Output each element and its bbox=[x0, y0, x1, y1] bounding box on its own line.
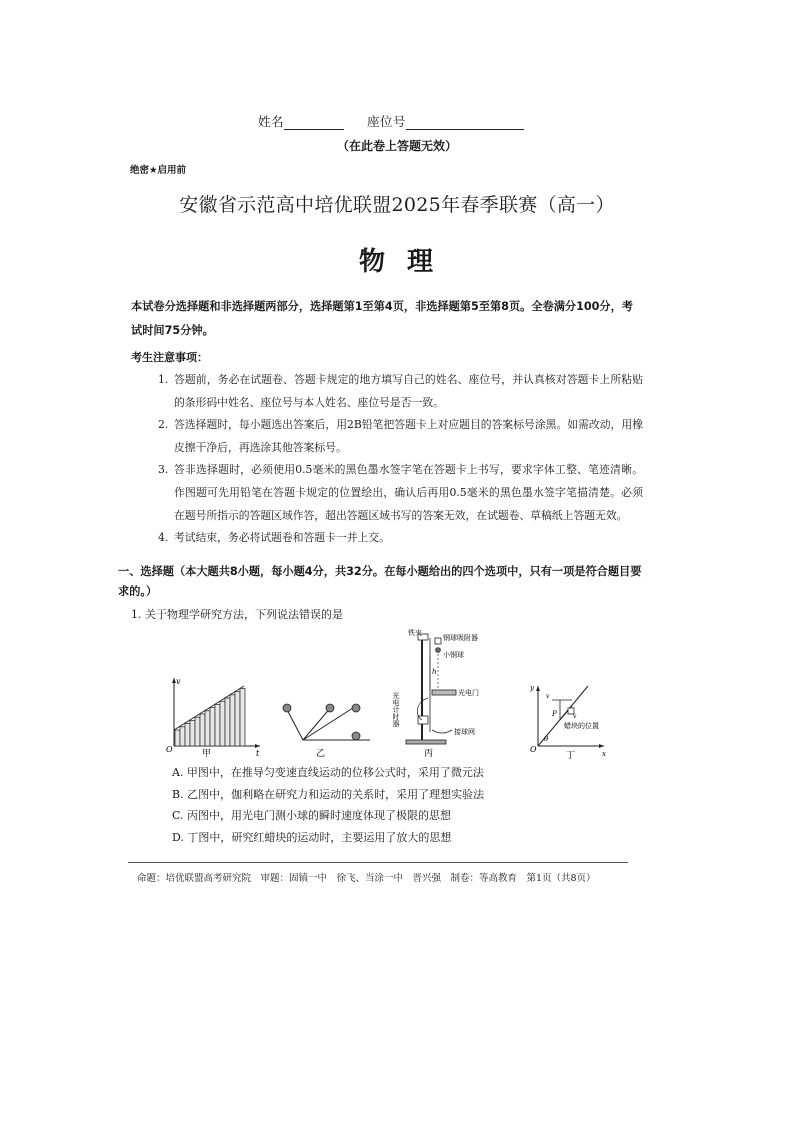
secret-mark: 绝密★启用前 bbox=[130, 165, 187, 176]
origin-label: O bbox=[166, 745, 173, 754]
area-strip bbox=[205, 711, 210, 746]
area-strips bbox=[175, 688, 245, 746]
ball-icon bbox=[352, 732, 360, 740]
notice-item: 3. 答非选择题时，必须使用0.5毫米的黑色墨水签字笔在答题卡上书写，要求字体工整、笔迹清晰。作图题可先用铅笔在答题卡规定的位置绘出，确认后再用0.5毫米的黑色墨水签字笔描清楚。必须在题号所指示的答题区域作答，超出答题区域书写的答案无效，在试题卷、草稿纸上答题无效。 bbox=[158, 463, 643, 522]
axis-y-label: y bbox=[530, 684, 534, 692]
height-label: h bbox=[432, 668, 437, 676]
timer-label: 光电计时器 bbox=[392, 692, 400, 727]
vx-label: v bbox=[573, 713, 577, 720]
option-d: D. 丁图中，研究红蜡块的运动时，主要运用了放大的思想 bbox=[172, 830, 452, 844]
ball-icon bbox=[283, 704, 291, 712]
ball-icon bbox=[352, 704, 360, 712]
option-a: A. 甲图中，在推导匀变速直线运动的位移公式时，采用了微元法 bbox=[172, 766, 484, 779]
question-1-figures bbox=[160, 628, 620, 768]
question-1-stem: 1. 关于物理学研究方法，下列说法错误的是 bbox=[131, 608, 343, 621]
figure-ding-label: 丁 bbox=[566, 751, 576, 761]
theta-label: θ bbox=[544, 735, 549, 743]
name-seat-line bbox=[258, 112, 524, 130]
axis-t-label: t bbox=[256, 749, 260, 758]
name-label: 姓名 bbox=[258, 114, 285, 129]
seat-blank bbox=[406, 116, 524, 130]
area-strip bbox=[240, 688, 245, 746]
intro-paragraph: 本试卷分选择题和非选择题两部分，选择题第1至第4页，非选择题第5至第8页。全卷满分100分，考试时间75分钟。 bbox=[131, 300, 633, 337]
page-footer: 命题：培优联盟高考研究院 审题：固镇一中 徐飞、当涂一中 晋兴强 制卷：等高教育 第1页（共8页） bbox=[137, 873, 596, 884]
catch-net-label: 接球网 bbox=[454, 728, 475, 736]
figure-ding bbox=[529, 684, 606, 761]
block-position-label: 蜡块的位置 bbox=[564, 722, 599, 730]
notice-item: 2. 答选择题时，每小题选出答案后，用2B铅笔把答题卡上对应题目的答案标号涂黑。如需改动，用橡皮擦干净后，再选涂其他答案标号。 bbox=[158, 418, 643, 454]
option-b: B. 乙图中，伽利略在研究力和运动的关系时，采用了理想实验法 bbox=[172, 787, 485, 801]
name-blank bbox=[284, 116, 344, 130]
notice-item: 1. 答题前，务必在试题卷、答题卡规定的地方填写自己的姓名、座位号，并认真核对答题卡上所粘贴的条形码中姓名、座位号与本人姓名、座位号是否一致。 bbox=[158, 373, 643, 409]
figure-jia-label: 甲 bbox=[202, 749, 212, 759]
area-strip bbox=[210, 708, 215, 746]
area-strip bbox=[220, 701, 225, 746]
axis-x-label: x bbox=[602, 750, 606, 758]
iron-stand-label: 铁夹 bbox=[408, 629, 422, 637]
figure-bing bbox=[392, 628, 479, 759]
section-heading: 一、选择题（本大题共8小题，每小题4分，共32分。在每小题给出的四个选项中，只有一项是符合题目要求的。） bbox=[118, 565, 642, 598]
invalid-note: （在此卷上答题无效） bbox=[336, 139, 457, 153]
p-label: P bbox=[552, 710, 557, 718]
area-strip bbox=[200, 714, 205, 746]
origin-label: O bbox=[530, 745, 537, 754]
figure-bing-label: 丙 bbox=[424, 749, 434, 759]
exam-title: 安徽省示范高中培优联盟2025年春季联赛（高一） bbox=[179, 194, 615, 216]
area-strip bbox=[180, 727, 185, 746]
area-strip bbox=[190, 720, 195, 746]
figure-yi-label: 乙 bbox=[316, 749, 326, 759]
notice-heading: 考生注意事项： bbox=[131, 351, 208, 364]
option-c: C. 丙图中，用光电门测小球的瞬时速度体现了极限的思想 bbox=[172, 809, 452, 822]
notice-item: 4. 考试结束，务必将试题卷和答题卡一并上交。 bbox=[158, 531, 390, 545]
footer-divider bbox=[128, 862, 628, 863]
axis-v-label: v bbox=[176, 677, 181, 686]
subject-title: 物理 bbox=[358, 247, 455, 277]
area-strip bbox=[230, 695, 235, 746]
question-1-options bbox=[172, 762, 484, 848]
figure-yi bbox=[283, 704, 370, 759]
area-strip bbox=[185, 724, 190, 746]
notice-list bbox=[158, 369, 643, 550]
vy-label: v bbox=[546, 693, 550, 700]
small-ball-label: 小钢球 bbox=[443, 651, 464, 659]
area-strip bbox=[215, 704, 220, 746]
ball-icon bbox=[326, 704, 334, 712]
area-strip bbox=[175, 730, 180, 746]
ball-holder-label: 钢球吸附器 bbox=[443, 634, 478, 642]
photogate-label: 光电门 bbox=[458, 689, 479, 697]
figure-jia bbox=[166, 677, 260, 759]
area-strip bbox=[225, 698, 230, 746]
area-strip bbox=[195, 717, 200, 746]
seat-label: 座位号 bbox=[366, 114, 406, 129]
area-strip bbox=[235, 692, 240, 746]
